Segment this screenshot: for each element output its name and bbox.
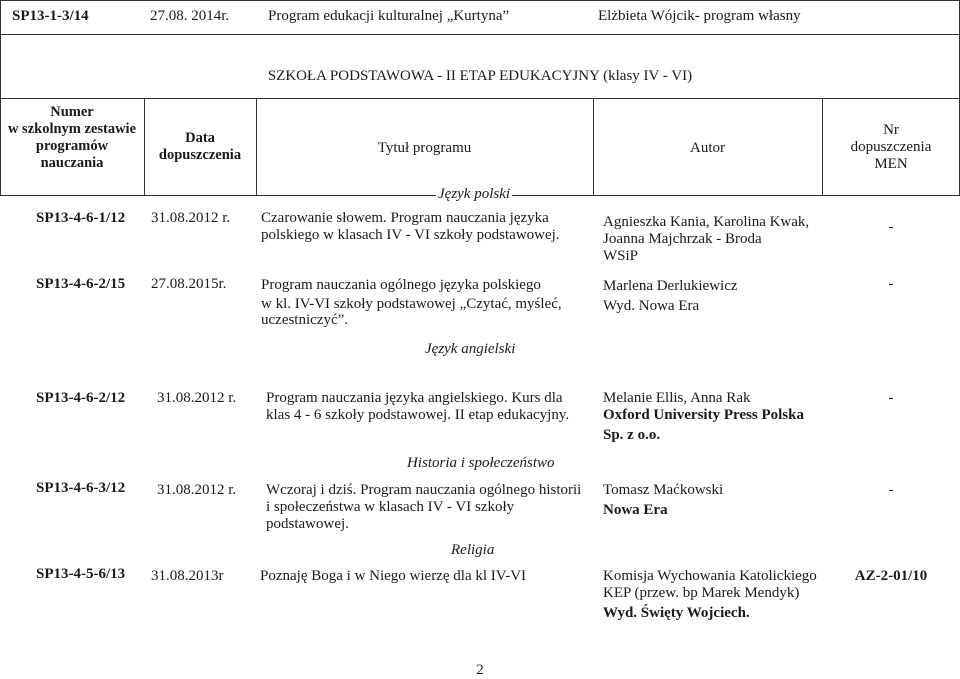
row-1-title [261,210,591,244]
row-2-title-line: Program nauczania ogólnego języka polskiego [261,277,541,293]
row-2-author-line: Marlena Derlukiewicz [603,278,738,294]
header-men-line: Nr [883,122,899,138]
row-2-title-line: uczestniczyć”. [261,312,349,328]
row-4-date: 31.08.2012 r. [157,482,237,498]
header-men-line: MEN [874,156,908,172]
row-5-title-line: Poznaję Boga i w Niego wierzę dla kl IV-VI [260,568,527,584]
subject-polski: Język polski [438,186,511,202]
row-5-code: SP13-4-5-6/13 [36,566,126,582]
row-4-code: SP13-4-6-3/12 [36,480,126,496]
row-5-publisher: Wyd. Święty Wojciech. [603,605,750,621]
row-1-code: SP13-4-6-1/12 [36,210,126,226]
header-number-line: programów [35,138,109,154]
header-number-line: nauczania [40,155,104,171]
row-3-code: SP13-4-6-2/12 [36,390,126,406]
row-1-publisher: WSiP [603,248,639,264]
header-men-line: dopuszczenia [850,139,932,155]
header-date-line: Data [185,130,215,146]
header-number-line: w szkolnym zestawie [7,121,137,137]
top-row-author: Elżbieta Wójcik- program własny [598,8,801,24]
row-2-code: SP13-4-6-2/15 [36,276,126,292]
row-1-title-line: polskiego w klasach IV - VI szkoły podstawowej. [261,227,560,243]
row-3-date: 31.08.2012 r. [157,390,237,406]
row-4-men: - [888,482,894,498]
row-1-title-line: Czarowanie słowem. Program nauczania języka [261,210,549,226]
row-4-publisher: Nowa Era [603,502,668,518]
section-title: SZKOŁA PODSTAWOWA - II ETAP EDUKACYJNY (klasy IV - VI) [267,68,693,84]
row-1-author-line: Joanna Majchrzak - Broda [603,231,762,247]
subject-religia: Religia [451,542,495,558]
row-4-author [603,482,723,519]
row-1-men: - [888,219,894,235]
row-5-title [260,568,600,585]
row-3-title [266,390,596,424]
subject-historia: Historia i społeczeństwo [407,455,555,471]
row-3-publisher-line: Oxford University Press Polska [603,407,804,423]
subject-angielski: Język angielski [425,341,516,357]
row-2-publisher: Wyd. Nowa Era [603,298,700,314]
row-3-title-line: klas 4 - 6 szkoły podstawowej. II etap edukacyjny. [266,407,570,423]
row-3-title-line: Program nauczania języka angielskiego. Kurs dla [266,390,563,406]
row-3-publisher-line: Sp. z o.o. [603,427,661,443]
row-4-title-line: Wczoraj i dziś. Program nauczania ogólnego historii [266,482,582,498]
header-number-line: Numer [50,104,94,120]
header-author: Autor [690,140,725,156]
row-3-men: - [888,390,894,406]
row-3-author [603,390,804,444]
header-number [0,104,144,172]
row-1-author [603,214,809,265]
row-4-title-line: i społeczeństwa w klasach IV - VI szkoły [266,499,515,515]
row-5-author-line: KEP (przew. bp Marek Mendyk) [603,585,800,601]
top-row-code: SP13-1-3/14 [12,8,89,24]
row-2-title [261,276,591,330]
row-2-title-line: w kl. IV-VI szkoły podstawowej „Czytać, myśleć, [261,296,562,312]
header-title: Tytuł programu [377,140,472,156]
row-5-date: 31.08.2013r [151,568,224,584]
row-2-men: - [888,276,894,292]
row-2-date: 27.08.2015r. [151,276,227,292]
row-2-author [603,278,738,315]
row-5-author-line: Komisja Wychowania Katolickiego [603,568,817,584]
row-4-title-line: podstawowej. [266,516,349,532]
row-1-author-line: Agnieszka Kania, Karolina Kwak, [603,214,810,230]
top-row-date: 27.08. 2014r. [150,8,230,24]
row-5-men: AZ-2-01/10 [854,568,928,584]
rule-below-top-row [0,34,960,35]
row-1-date: 31.08.2012 r. [151,210,231,226]
row-5-author [603,568,817,622]
row-4-author-line: Tomasz Maćkowski [603,482,724,498]
rule-top [0,0,960,1]
header-date-line: dopuszczenia [158,147,242,163]
header-men [822,122,960,173]
page-number: 2 [476,662,484,678]
row-4-title [266,482,596,533]
row-3-author-line: Melanie Ellis, Anna Rak [603,390,751,406]
header-date [144,130,256,164]
top-row-title: Program edukacji kulturalnej „Kurtyna” [268,8,510,24]
